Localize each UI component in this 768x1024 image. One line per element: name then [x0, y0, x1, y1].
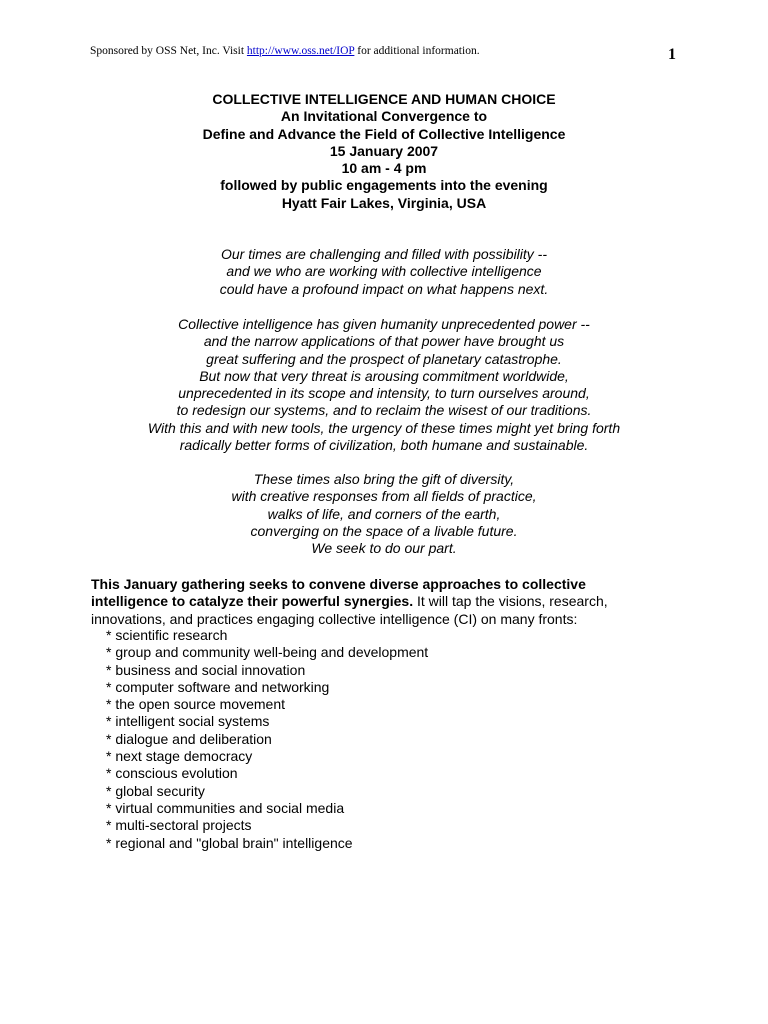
- list-item: * regional and "global brain" intelligence: [106, 834, 353, 851]
- event-title: COLLECTIVE INTELLIGENCE AND HUMAN CHOICE: [212, 91, 556, 107]
- verse-line: These times also bring the gift of diversity,: [253, 471, 515, 487]
- verse-line: Collective intelligence has given humanity unprecedented power --: [178, 316, 590, 332]
- list-item: * conscious evolution: [106, 765, 238, 782]
- list-item: * multi-sectoral projects: [106, 817, 252, 834]
- verse-line: But now that very threat is arousing commitment worldwide,: [199, 367, 569, 384]
- sponsor-link[interactable]: http://www.oss.net/IOP: [246, 45, 355, 57]
- intro-bold-text: intelligence to catalyze their powerful synergies.: [91, 593, 414, 610]
- verse-line: and we who are working with collective intelligence: [226, 263, 542, 280]
- verse-line: walks of life, and corners of the earth,: [267, 505, 501, 522]
- event-time: 10 am - 4 pm: [341, 160, 427, 177]
- sponsor-suffix: for additional information.: [354, 45, 480, 57]
- verse-paragraph: [0, 471, 768, 557]
- verse-line: with creative responses from all fields of practice,: [231, 488, 537, 505]
- event-date: 15 January 2007: [329, 142, 439, 159]
- list-item: * dialogue and deliberation: [106, 730, 272, 747]
- page-number: 1: [668, 46, 676, 63]
- event-subtitle: An Invitational Convergence to: [280, 108, 488, 125]
- fronts-list: [106, 627, 428, 852]
- list-item: * virtual communities and social media: [106, 799, 345, 816]
- verse-line: and the narrow applications of that power have brought us: [203, 333, 565, 350]
- sponsor-prefix: Sponsored by OSS Net, Inc. Visit: [90, 45, 247, 57]
- list-item: * next stage democracy: [106, 748, 253, 765]
- verse-line: We seek to do our part.: [311, 540, 457, 557]
- list-item: * the open source movement: [106, 696, 285, 713]
- list-item: * global security: [106, 782, 205, 799]
- list-item: * computer software and networking: [106, 678, 330, 695]
- intro-text: It will tap the visions, research,: [413, 593, 608, 610]
- verse-paragraph: [0, 316, 768, 454]
- verse-line: converging on the space of a livable future.: [250, 522, 518, 539]
- intro-text: innovations, and practices engaging collective intelligence (CI) on many fronts:: [91, 610, 578, 627]
- verse-line: great suffering and the prospect of planetary catastrophe.: [206, 350, 562, 367]
- verse-line: to redesign our systems, and to reclaim the wisest of our traditions.: [176, 402, 592, 419]
- intro-bold-text: This January gathering seeks to convene diverse approaches to collective: [91, 576, 586, 592]
- title-block: [0, 91, 768, 212]
- intro-paragraph: [91, 576, 661, 628]
- sponsor-line: [90, 45, 480, 57]
- verse-line: radically better forms of civilization, both humane and sustainable.: [179, 437, 589, 454]
- event-subtitle: Define and Advance the Field of Collective Intelligence: [202, 125, 566, 142]
- list-item: * intelligent social systems: [106, 713, 270, 730]
- verse-paragraph: [0, 246, 768, 298]
- event-location: Hyatt Fair Lakes, Virginia, USA: [281, 194, 487, 211]
- list-item: * group and community well-being and development: [106, 644, 429, 661]
- list-item: * scientific research: [106, 627, 228, 643]
- list-item: * business and social innovation: [106, 661, 306, 678]
- verse-line: could have a profound impact on what happens next.: [219, 280, 549, 297]
- verse-line: Our times are challenging and filled with possibility --: [220, 246, 548, 262]
- verse-line: With this and with new tools, the urgency of these times might yet bring forth: [147, 419, 621, 436]
- verse-line: unprecedented in its scope and intensity, to turn ourselves around,: [178, 385, 590, 402]
- event-note: followed by public engagements into the evening: [220, 177, 548, 194]
